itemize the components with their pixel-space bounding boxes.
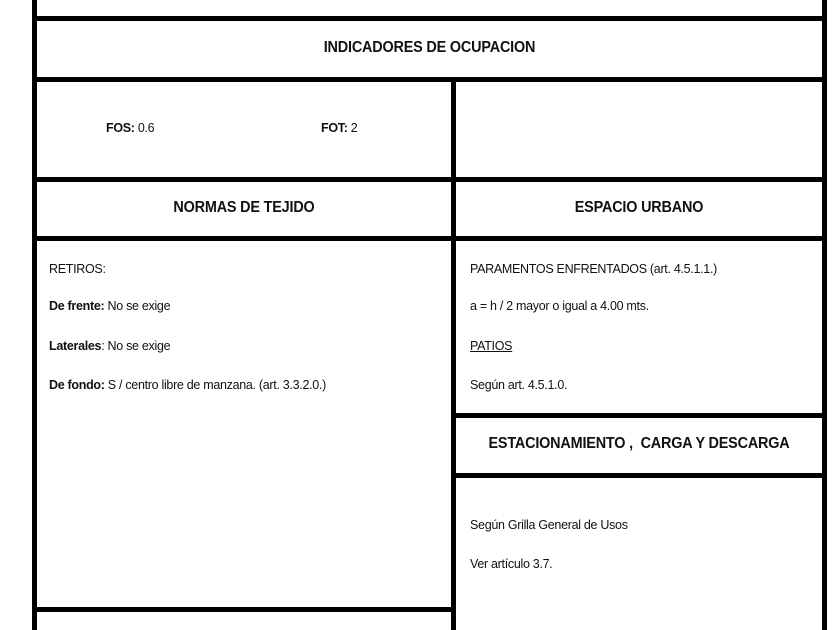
row-divider-headers — [32, 236, 827, 241]
row-divider-left-bottom — [32, 607, 456, 612]
retiro-fondo-label: De fondo: — [49, 378, 105, 392]
patios-title: PATIOS — [470, 339, 513, 353]
ocupacion-title: INDICADORES DE OCUPACION — [323, 39, 536, 56]
table-border-left — [32, 0, 37, 630]
fot-indicator — [321, 121, 357, 135]
fot-label: FOT: — [321, 121, 348, 135]
retiro-laterales-label: Laterales — [49, 339, 102, 353]
retiro-frente — [49, 299, 170, 313]
column-divider — [451, 77, 456, 630]
fos-value: 0.6 — [134, 121, 155, 135]
row-divider-estacionamiento-top — [451, 413, 827, 418]
retiro-laterales — [49, 339, 170, 353]
tejido-title: NORMAS DE TEJIDO — [173, 199, 315, 216]
fos-label: FOS: — [106, 121, 135, 135]
formula-text: a = h / 2 mayor o igual a 4.00 mts. — [470, 299, 649, 313]
row-divider-fos — [32, 177, 827, 182]
retiros-title: RETIROS: — [49, 262, 106, 276]
retiro-fondo — [49, 378, 326, 392]
estacionamiento-line1: Según Grilla General de Usos — [470, 518, 628, 532]
row-divider-estacionamiento-bottom — [451, 473, 827, 478]
retiro-frente-label: De frente: — [49, 299, 105, 313]
fos-indicator — [106, 121, 154, 135]
table-border-top — [32, 16, 827, 21]
patios-text: Según art. 4.5.1.0. — [470, 378, 568, 392]
paramentos-text: PARAMENTOS ENFRENTADOS (art. 4.5.1.1.) — [470, 262, 717, 276]
fot-value: 2 — [347, 121, 358, 135]
retiro-laterales-value: : No se exige — [101, 339, 171, 353]
estacionamiento-title: ESTACIONAMIENTO , CARGA Y DESCARGA — [488, 435, 790, 452]
row-divider-ocupacion — [32, 77, 827, 82]
espacio-title: ESPACIO URBANO — [574, 199, 704, 216]
estacionamiento-line2: Ver artículo 3.7. — [470, 557, 553, 571]
retiro-fondo-value: S / centro libre de manzana. (art. 3.3.2.0.) — [104, 378, 326, 392]
table-border-right — [822, 0, 827, 630]
retiro-frente-value: No se exige — [104, 299, 171, 313]
